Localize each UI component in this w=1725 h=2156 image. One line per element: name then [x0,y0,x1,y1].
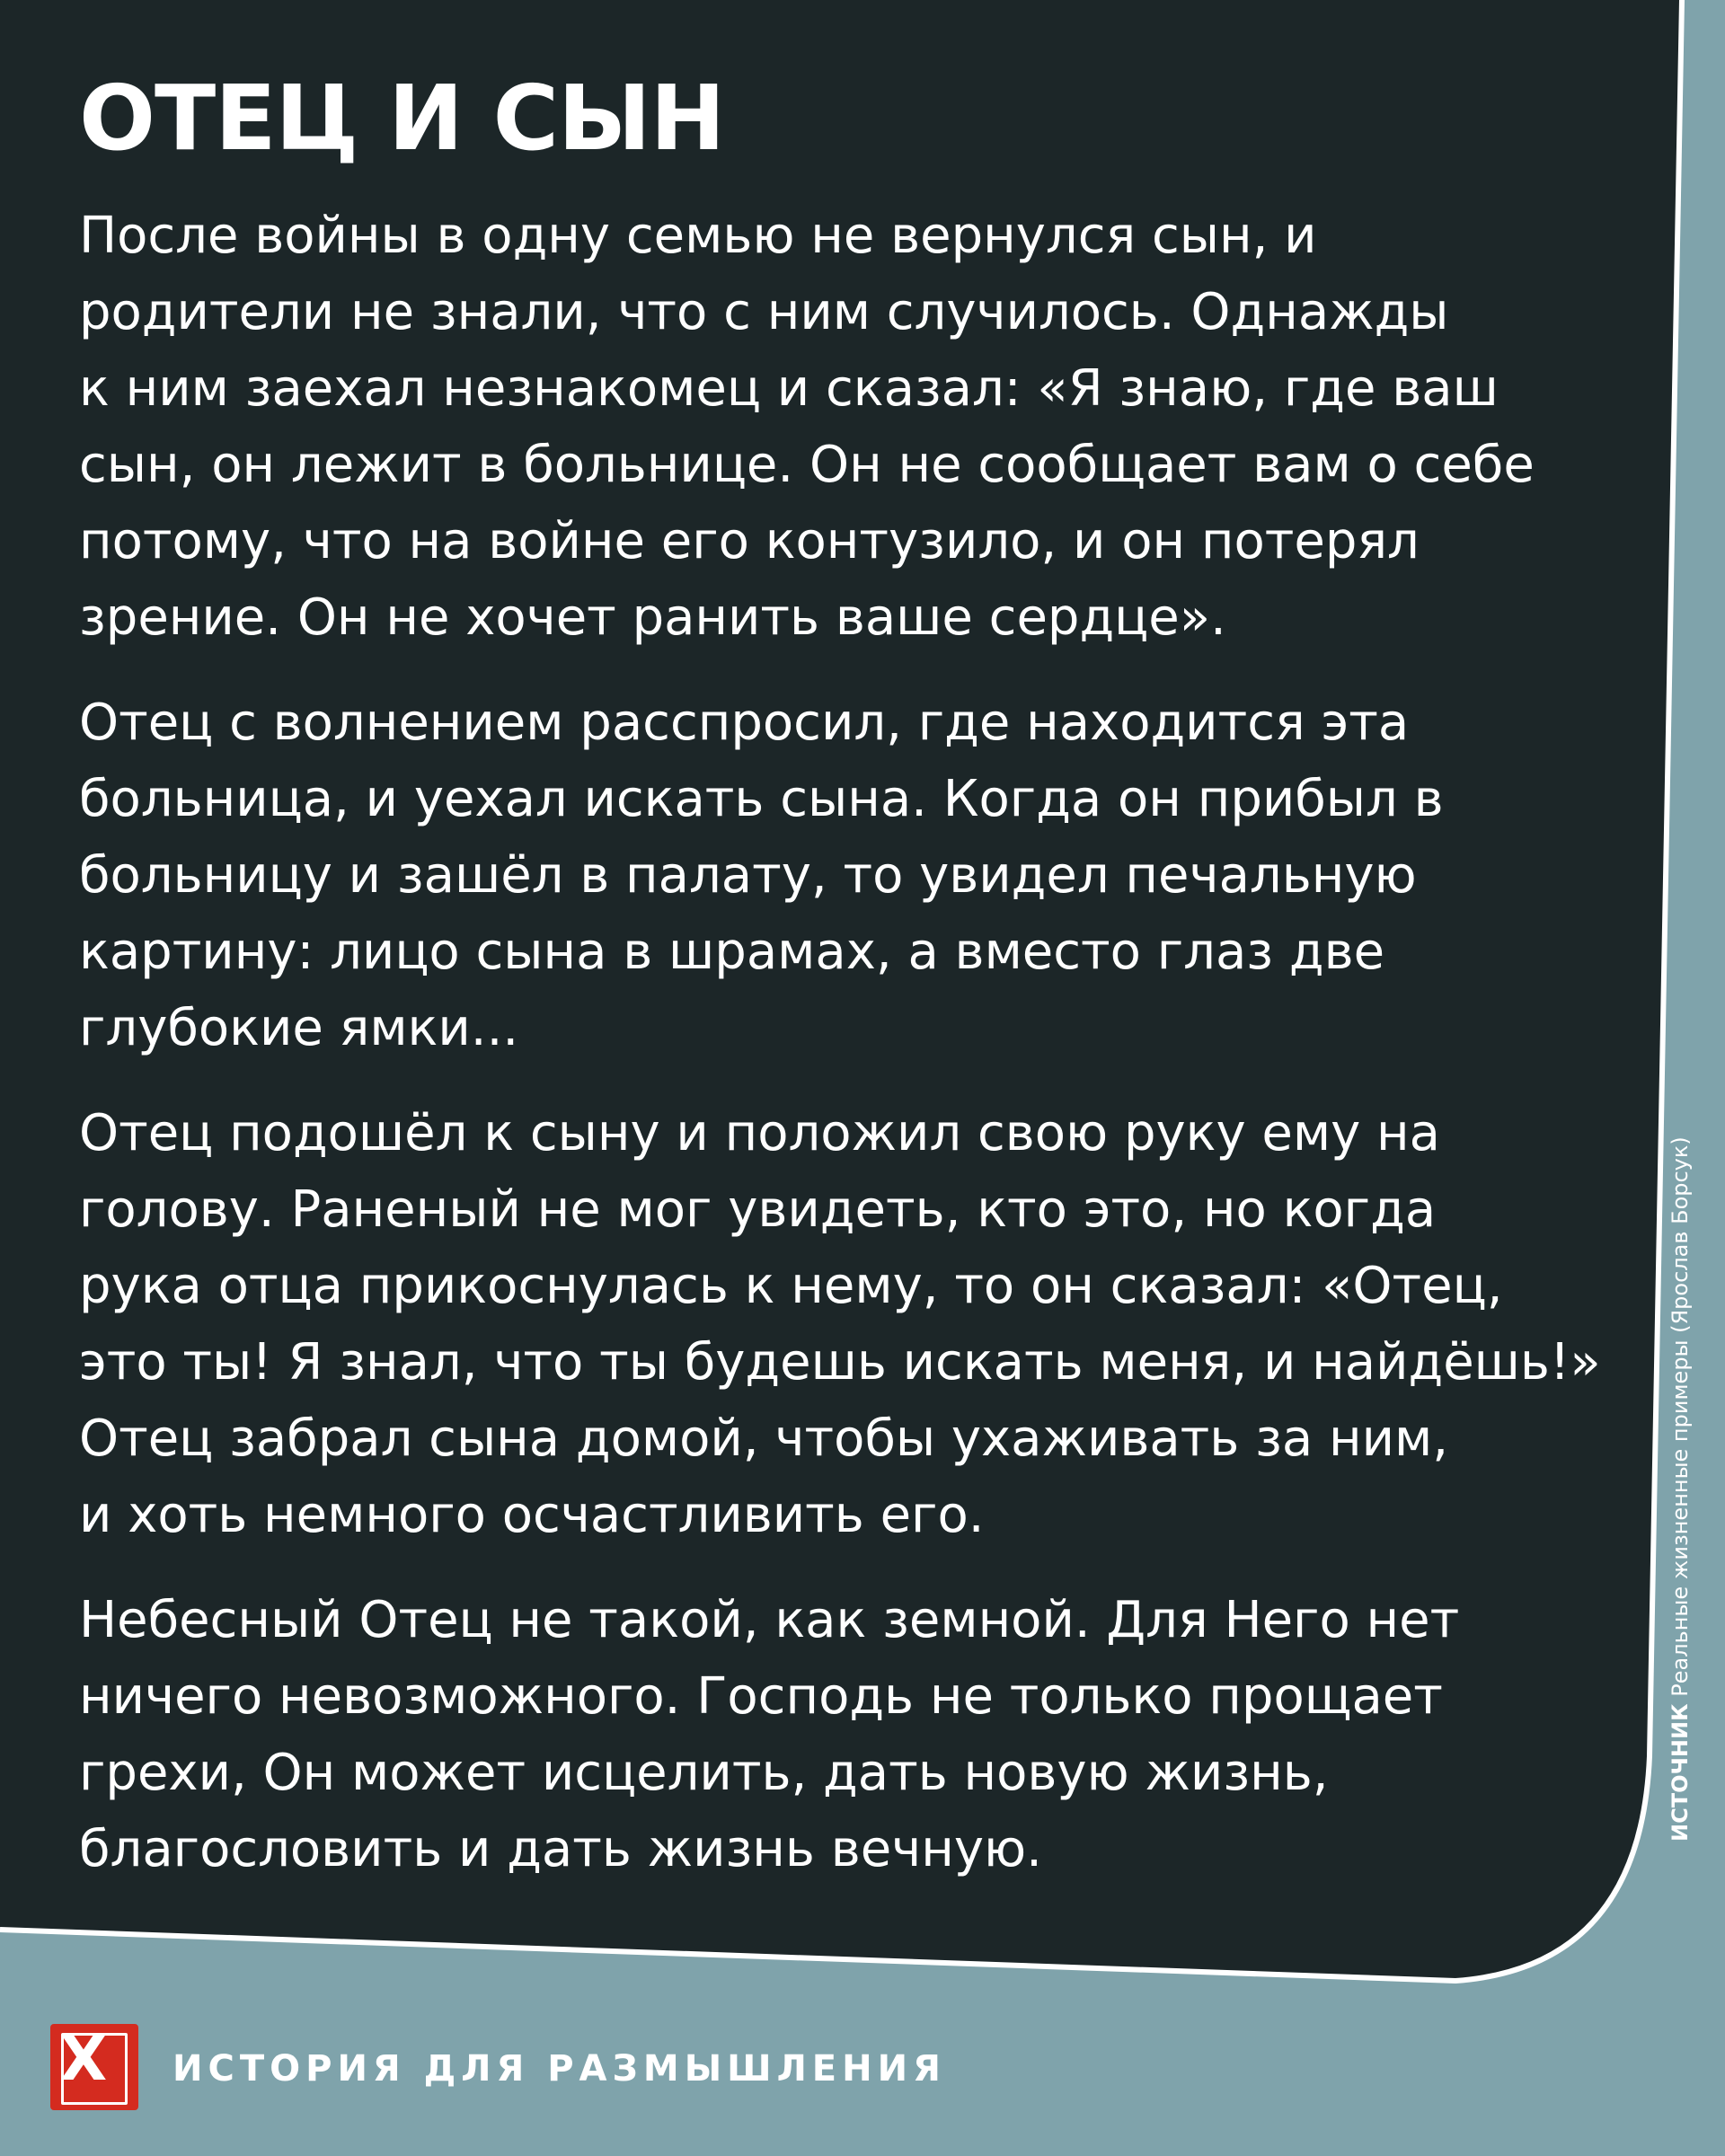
story-paragraph-3 [79,1095,1624,1553]
text-line: это ты! Я знал, что ты будешь искать меня, и найдёшь!» [79,1333,1601,1392]
text-line: картину: лицо сына в шрамах, а вместо глаз две [79,923,1385,981]
text-line: потому, что на войне его контузило, и он потерял [79,512,1420,570]
text-line: После войны в одну семью не вернулся сын, и [79,207,1317,265]
text-line: сын, он лежит в больнице. Он не сообщает вам о себе [79,436,1535,494]
text-line: Небесный Отец не такой, как земной. Для Него нет [79,1591,1460,1649]
text-line: рука отца прикоснулась к нему, то он сказал: «Отец, [79,1257,1503,1315]
text-line: Отец подошёл к сыну и положил свою руку ему на [79,1104,1440,1162]
text-line: и хоть немного осчастливить его. [79,1486,985,1544]
text-line: благословить и дать жизнь вечную. [79,1820,1042,1878]
text-line: Отец забрал сына домой, чтобы ухаживать за ним, [79,1409,1449,1468]
text-line: ничего невозможного. Господь не только прощает [79,1667,1443,1726]
series-caption: ИСТОРИЯ ДЛЯ РАЗМЫШЛЕНИЯ [172,2048,946,2090]
logo-letter: X [59,2024,108,2095]
text-line: больницу и зашёл в палату, то увидел печальную [79,846,1417,905]
story-paragraph-1 [79,198,1624,656]
text-line: Отец с волнением расспросил, где находится эта [79,694,1410,752]
brand-logo [50,2024,138,2110]
source-text: Реальные жизненные примеры (Ярослав Борсук) [1668,1136,1693,1697]
story-paragraph-2 [79,685,1624,1066]
text-line: голову. Раненый не мог увидеть, кто это, но когда [79,1180,1437,1239]
story-paragraph-4 [79,1582,1624,1887]
source-label: ИСТОЧНИК [1668,1703,1693,1842]
text-line: к ним заехал незнакомец и сказал: «Я знаю, где ваш [79,359,1499,418]
text-line: родители не знали, что с ним случилось. Однажды [79,283,1449,341]
text-line: зрение. Он не хочет ранить ваше сердце». [79,588,1226,647]
source-credit [1667,1136,1694,1842]
text-line: грехи, Он может исцелить, дать новую жизнь, [79,1744,1329,1802]
text-line: глубокие ямки... [79,999,519,1057]
story-text [79,198,1624,1916]
text-line: больница, и уехал искать сына. Когда он прибыл в [79,770,1444,828]
page-title: ОТЕЦ И СЫН [79,66,725,171]
